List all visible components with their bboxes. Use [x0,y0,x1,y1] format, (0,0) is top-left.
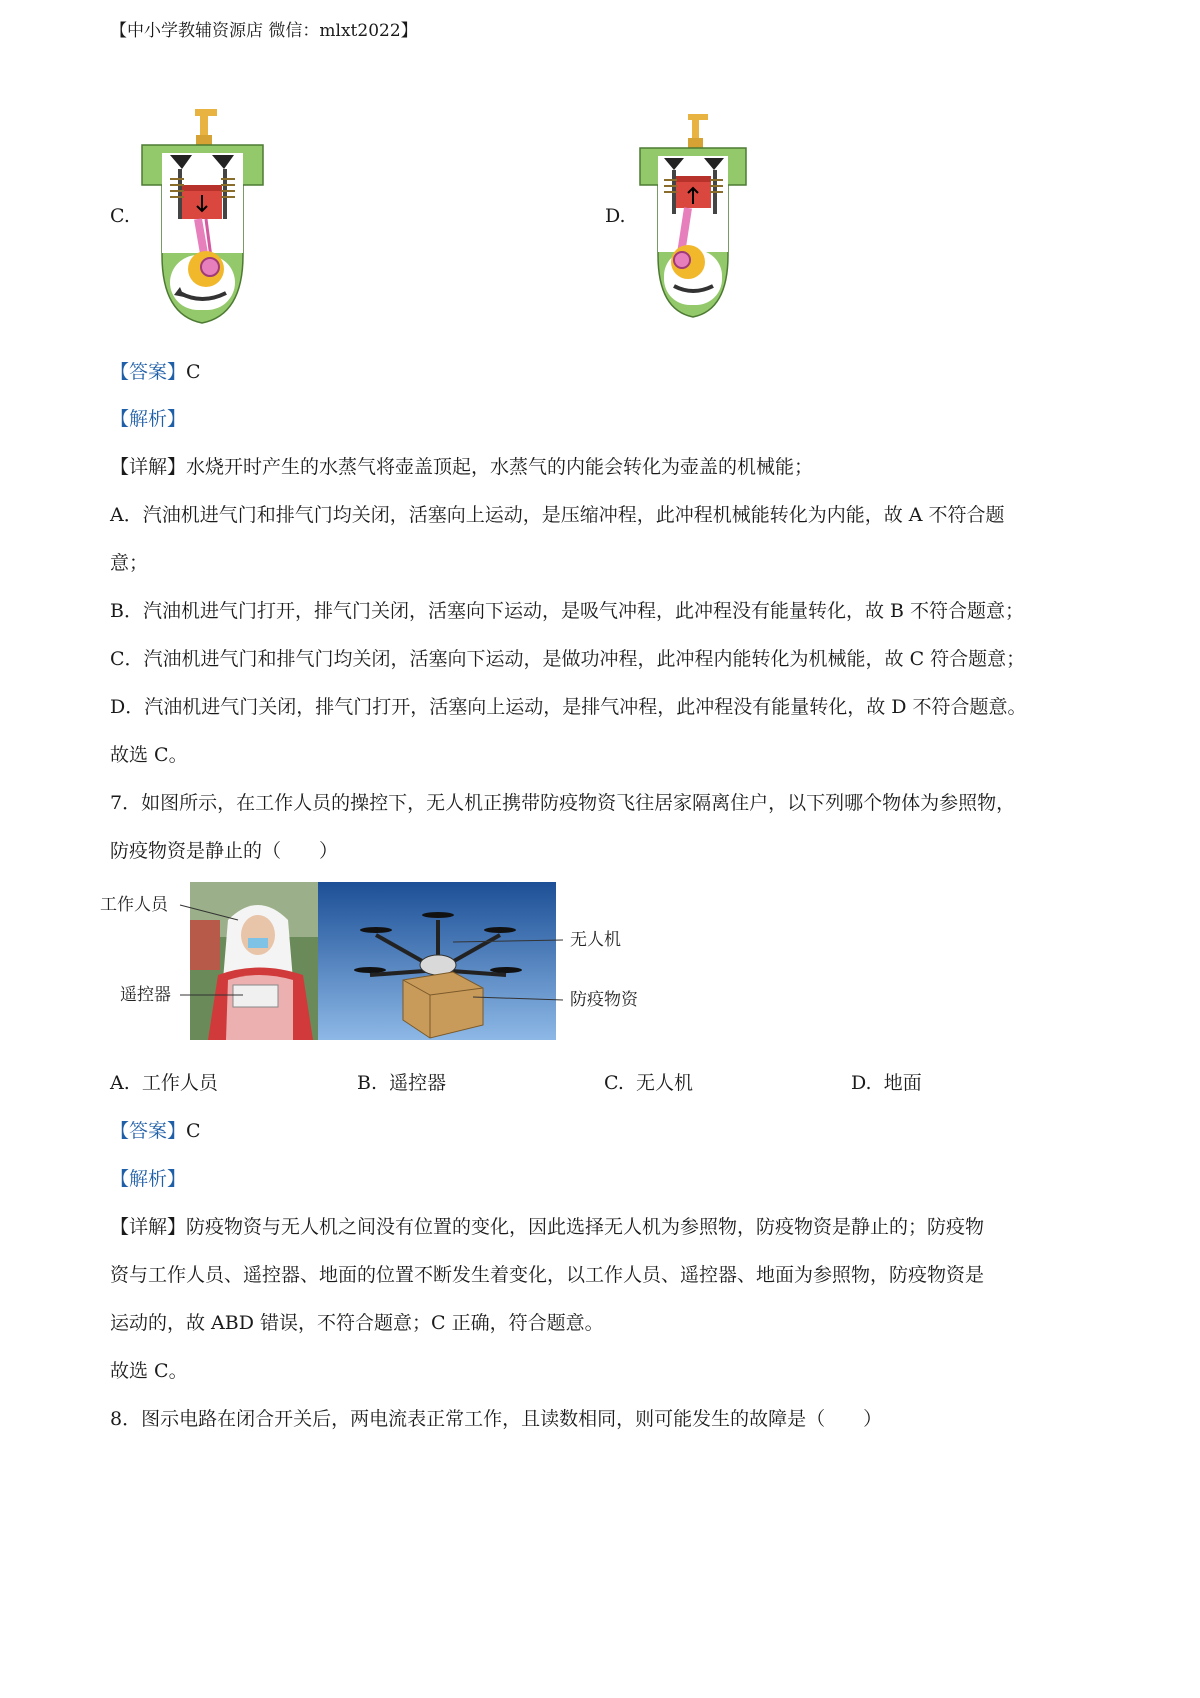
option-b: B. 遥控器 [357,1072,447,1094]
answer-tag: 【答案】 [110,1120,187,1142]
detail-tag: 【详解】 [110,456,187,478]
q7-stem-line1: 7．如图所示，在工作人员的操控下，无人机正携带防疫物资飞往居家隔离住户，以下列哪个物体为参照物， [110,792,1016,814]
q6-detail-line: 【详解】水烧开时产生的水蒸气将壶盖顶起，水蒸气的内能会转化为壶盖的机械能； [110,456,814,478]
answer-value: C [186,1120,201,1142]
label-supplies: 防疫物资 [570,990,638,1010]
label-worker: 工作人员 [100,895,168,915]
answer-value: C [186,361,201,383]
q7-conclusion: 故选 C。 [110,1360,188,1382]
option-d-label: D. [605,205,626,227]
q6-answer [110,357,201,384]
q6-detail-line: D．汽油机进气门关闭，排气门打开，活塞向上运动，是排气冲程，此冲程没有能量转化，故 D 不符合题意。 [110,696,1027,718]
q7-detail-line: 运动的，故 ABD 错误，不符合题意；C 正确，符合题意。 [110,1312,604,1334]
q6-detail-line: A．汽油机进气门和排气门均关闭，活塞向上运动，是压缩冲程，此冲程机械能转化为内能，故 A 不符合题 [110,504,1005,526]
engine-diagram-power-stroke [140,105,265,330]
option-d: D. 地面 [851,1072,922,1094]
option-a: A. 工作人员 [110,1072,218,1094]
q7-figure [100,880,668,1045]
q7-answer [110,1116,201,1143]
label-drone: 无人机 [570,930,621,950]
q7-detail-line: 【详解】防疫物资与无人机之间没有位置的变化，因此选择无人机为参照物，防疫物资是静止的；防疫物 [110,1216,985,1238]
q6-detail-line: 意； [110,552,149,574]
q6-conclusion: 故选 C。 [110,744,188,766]
q7-stem-line2: 防疫物资是静止的（ ） [110,840,339,862]
option-c: C. 无人机 [604,1072,694,1094]
q6-detail-line: B．汽油机进气门打开，排气门关闭，活塞向下运动，是吸气冲程，此冲程没有能量转化，故 B 不符合题意； [110,600,1025,622]
engine-diagram-exhaust-stroke [638,110,748,325]
q7-detail-line: 资与工作人员、遥控器、地面的位置不断发生着变化，以工作人员、遥控器、地面为参照物，防疫物资是 [110,1264,985,1286]
q7-analysis-tag: 【解析】 [110,1168,187,1190]
answer-tag: 【答案】 [110,361,187,383]
detail-tag: 【详解】 [110,1216,187,1238]
header-watermark: 【中小学教辅资源店 微信：mlxt2022】 [110,21,418,41]
q6-analysis-tag: 【解析】 [110,408,187,430]
q8-stem: 8．图示电路在闭合开关后，两电流表正常工作，且读数相同，则可能发生的故障是（ ） [110,1408,883,1430]
q6-detail-line: C．汽油机进气门和排气门均关闭，活塞向下运动，是做功冲程，此冲程内能转化为机械能，故 C 符合题意； [110,648,1026,670]
option-c-label: C. [110,205,130,227]
label-remote: 遥控器 [120,985,171,1005]
